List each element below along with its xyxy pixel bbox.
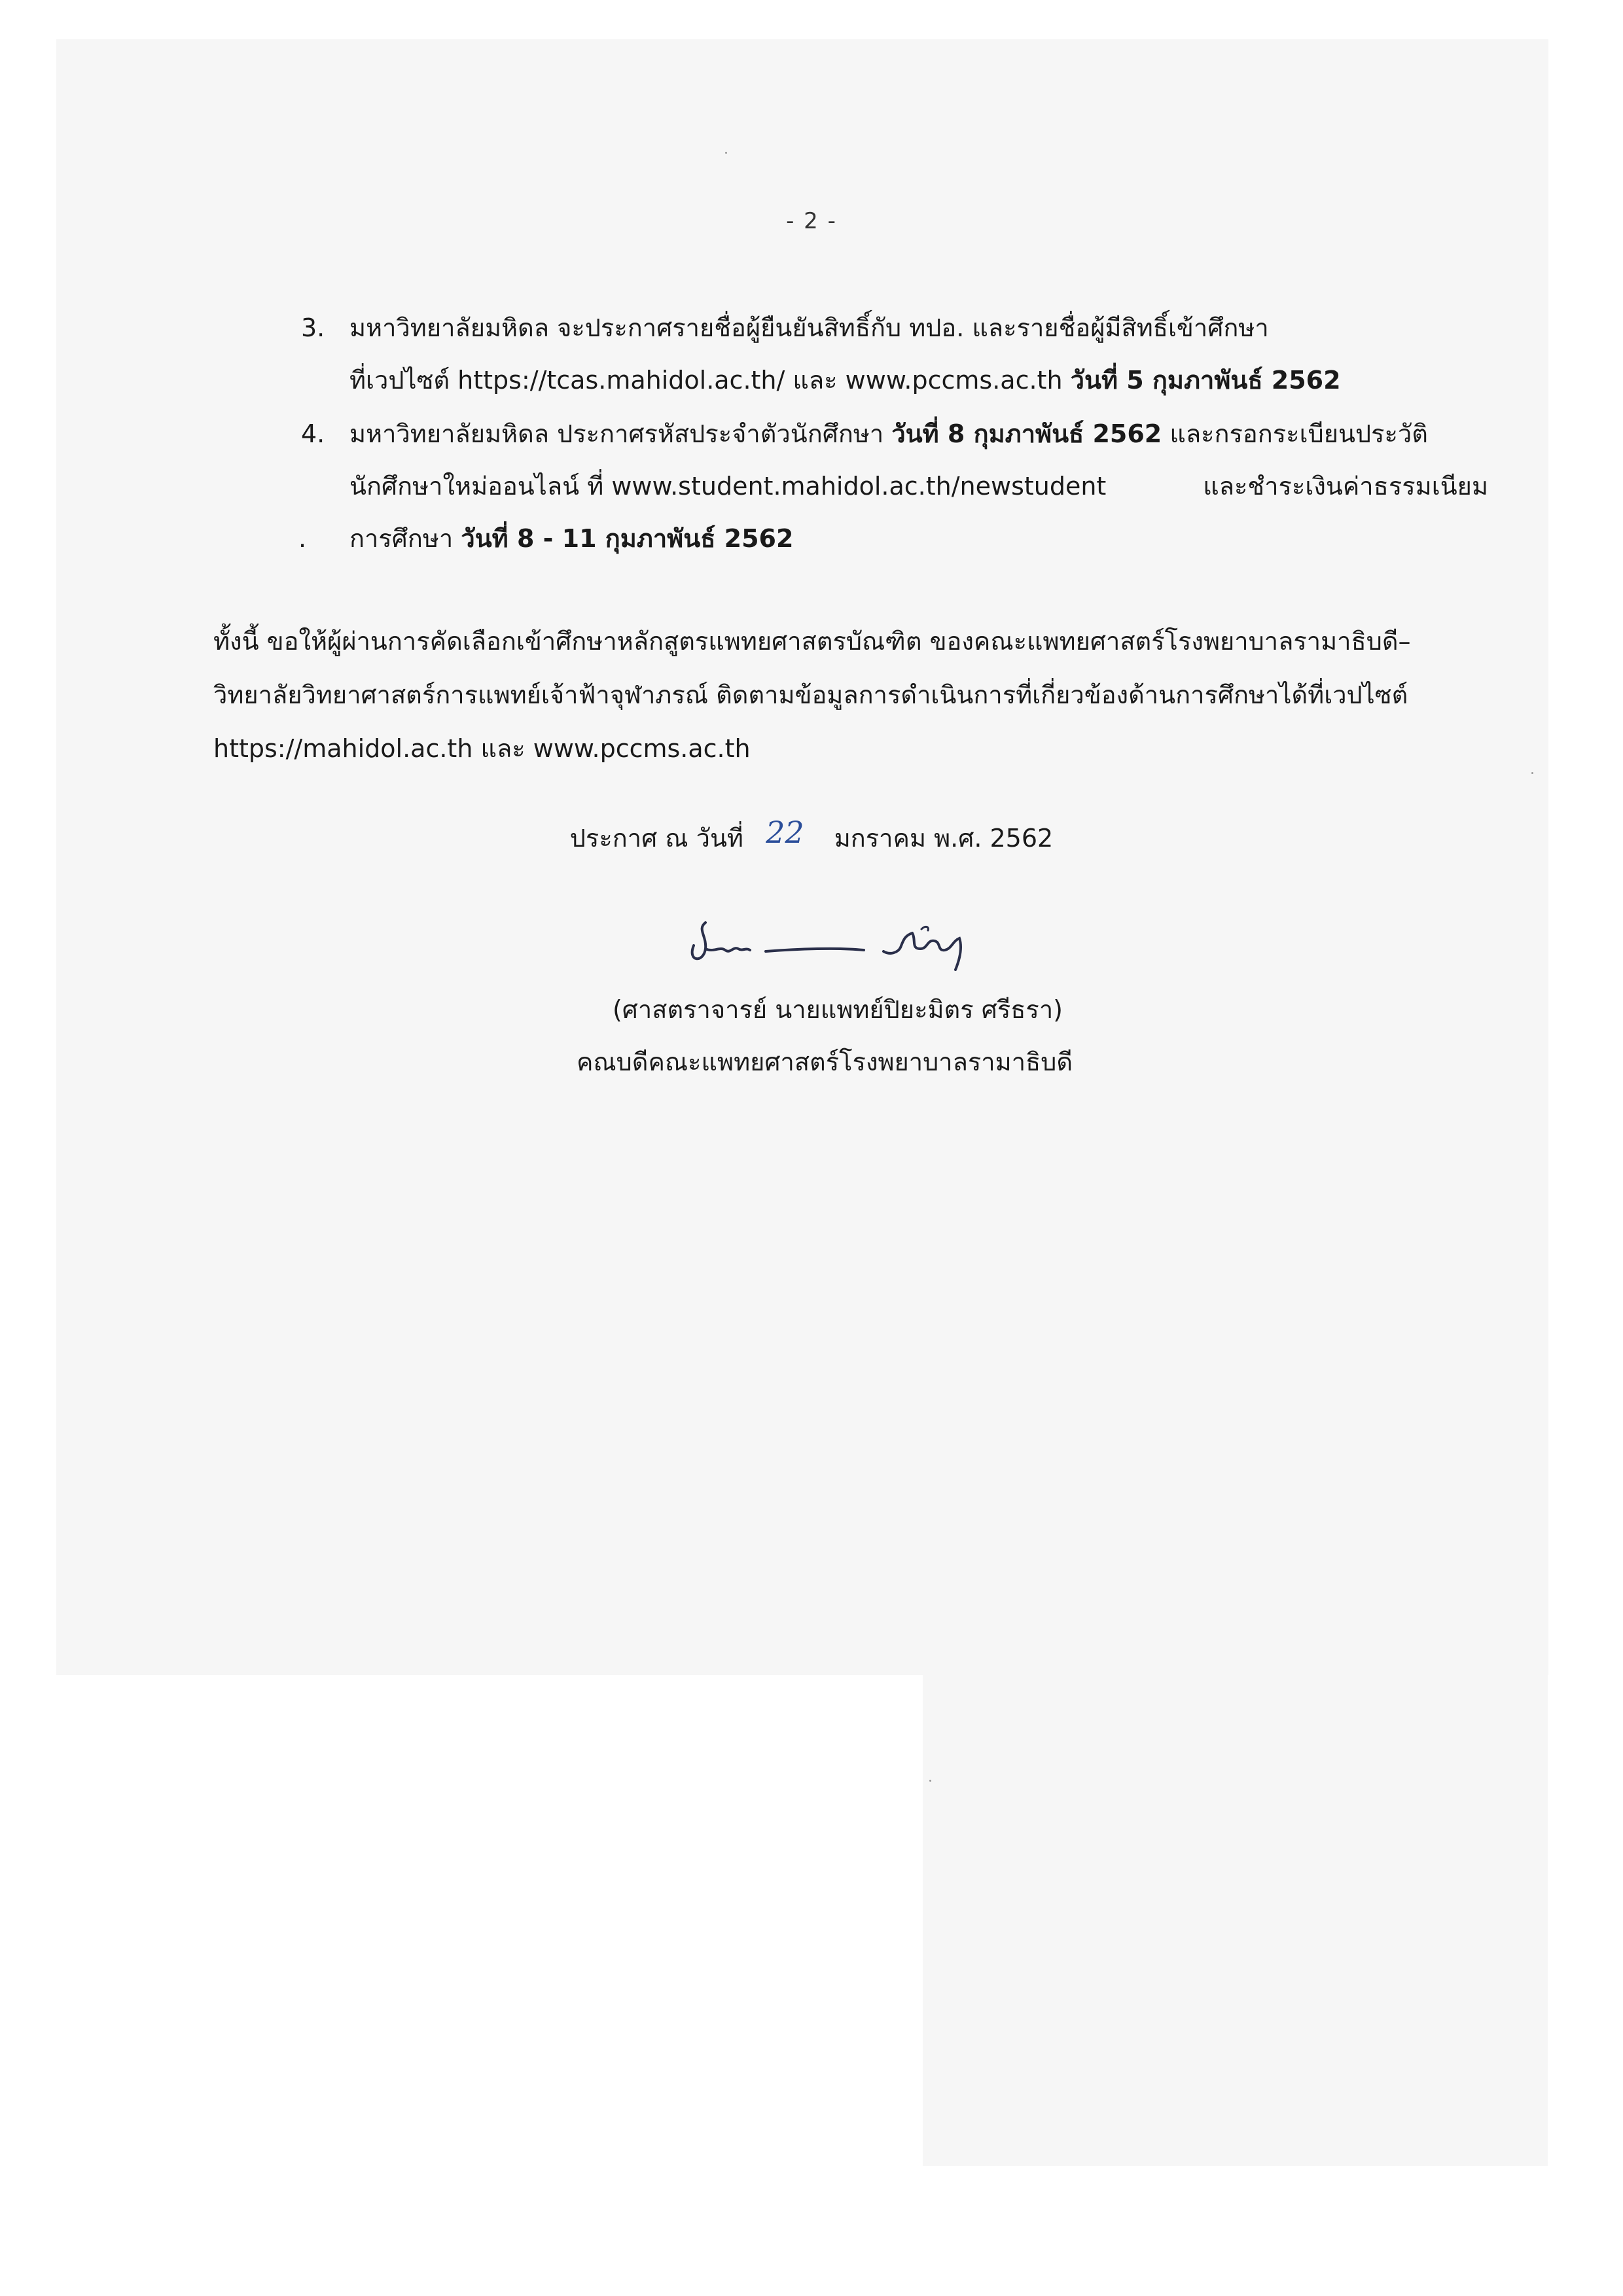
signature-image <box>668 910 1008 981</box>
item-line: การศึกษา วันที่ 8 - 11 กุมภาพันธ์ 2562 <box>349 524 794 553</box>
item-line: ที่เวปไซต์ https://tcas.mahidol.ac.th/ และ www.pccms.ac.th วันที่ 5 กุมภาพันธ์ 2562 <box>349 366 1341 395</box>
paragraph-line: วิทยาลัยวิทยาศาสตร์การแพทย์เจ้าฟ้าจุฬาภรณ์ ติดตามข้อมูลการดำเนินการที่เกี่ยวข้องด้านการศึกษาได้ที่เวปไซต์ <box>213 680 1408 709</box>
stray-mark: . <box>298 524 307 553</box>
item-line: มหาวิทยาลัยมหิดล ประกาศรหัสประจำตัวนักศึกษา วันที่ 8 กุมภาพันธ์ 2562 และกรอกระเบียนประวัติ <box>349 419 1428 448</box>
handwritten-day: 22 <box>766 815 804 850</box>
signer-title: คณบดีคณะแพทยศาสตร์โรงพยาบาลรามาธิบดี <box>576 1048 1073 1076</box>
scan-background-lower <box>923 1675 1548 2166</box>
scan-speck <box>1531 772 1533 774</box>
scan-speck <box>929 1780 931 1782</box>
scan-speck <box>725 152 727 154</box>
signer-name: (ศาสตราจารย์ นายแพทย์ปิยะมิตร ศรีธรา) <box>612 995 1063 1024</box>
paragraph-line: ทั้งนี้ ขอให้ผู้ผ่านการคัดเลือกเข้าศึกษาหลักสูตรแพทยศาสตรบัณฑิต ของคณะแพทยศาสตร์โรงพยาบาลรามาธิบดี– <box>213 627 1411 656</box>
paragraph-line: https://mahidol.ac.th และ www.pccms.ac.th <box>213 734 751 763</box>
item-line: นักศึกษาใหม่ออนไลน์ ที่ www.student.mahidol.ac.th/newstudent และชำระเงินค่าธรรมเนียม <box>349 472 1488 501</box>
item-number: 3. <box>301 313 325 342</box>
page-number: - 2 - <box>786 208 837 234</box>
item-number: 4. <box>301 419 325 448</box>
item-line: มหาวิทยาลัยมหิดล จะประกาศรายชื่อผู้ยืนยันสิทธิ์กับ ทปอ. และรายชื่อผู้มีสิทธิ์เข้าศึกษา <box>349 313 1269 342</box>
announcement-date: ประกาศ ณ วันที่ 22 มกราคม พ.ศ. 2562 <box>569 815 1054 853</box>
